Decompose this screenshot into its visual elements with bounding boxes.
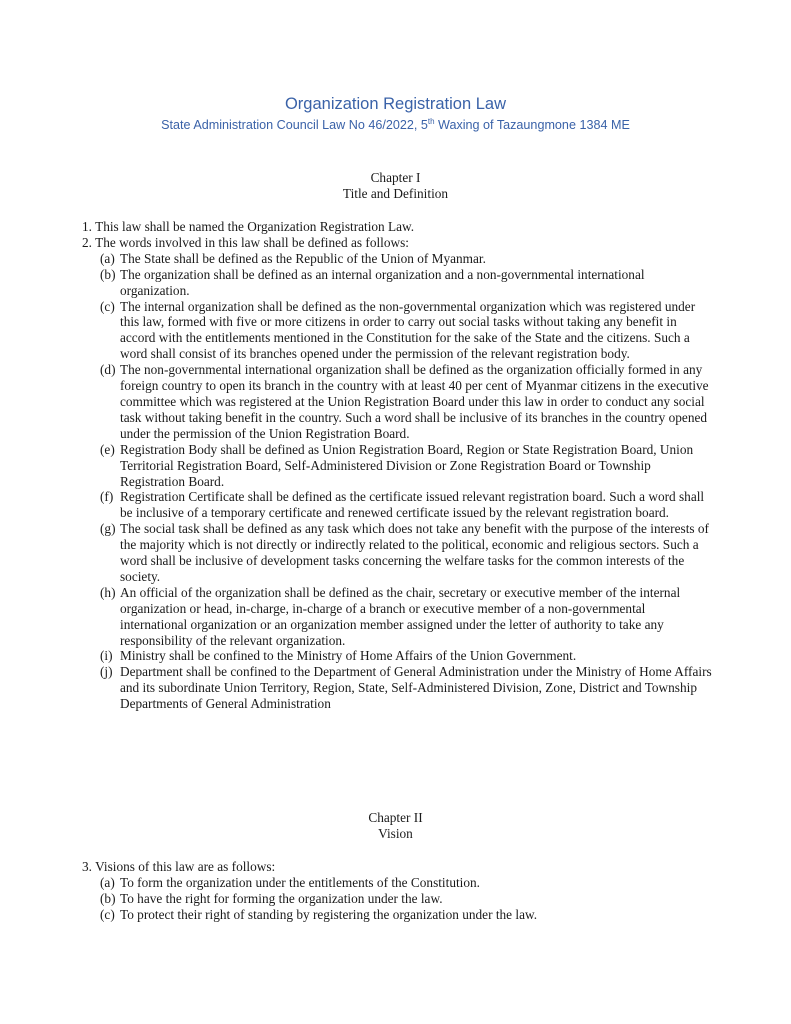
definition-item [82,251,712,267]
chapter-2-heading [0,810,791,842]
chapter-1-title: Chapter I [370,170,421,185]
definition-item [82,521,712,585]
subtitle-text-end: Waxing of Tazaungmone 1384 ME [434,118,630,132]
definition-label: (j) [100,664,113,680]
vision-label: (a) [100,874,115,890]
definition-item [82,299,712,363]
definition-label: (f) [100,489,114,505]
definition-item [82,648,712,664]
section-text: Visions of this law are as follows: [95,859,276,874]
subtitle-text: State Administration Council Law No 46/2022, 5 [161,118,428,132]
definition-text: Registration Certificate shall be defined as the certificate issued relevant registration board. Such a word shall be inclusive of a temporary certificate and renewed certificate issued by the relevant registration board. [120,489,705,521]
section-text: The words involved in this law shall be defined as follows: [95,234,409,250]
chapter-1-subtitle: Title and Definition [342,186,449,201]
definition-text: The State shall be defined as the Republic of the Union of Myanmar. [120,250,486,266]
definition-text: The social task shall be defined as any task which does not take any benefit with the purpose of the interests of the majority which is not directly or indirectly related to the political, economic and religious sectors. Such a word shall be inclusive of development tasks concerning the welfare tasks for the common interests of the society. [120,521,709,584]
definition-label: (a) [100,250,115,266]
document-title: Organization Registration Law [284,95,507,113]
chapter-2-title: Chapter II [368,810,423,825]
definition-label: (g) [100,521,116,537]
definition-label: (e) [100,441,115,457]
section-3 [82,859,712,875]
vision-label: (c) [100,906,115,922]
vision-text: To form the organization under the entitlements of the Constitution. [120,874,480,890]
chapter-1-body [82,219,712,712]
section-1 [82,219,712,235]
vision-text: To protect their right of standing by registering the organization under the law. [120,906,538,922]
vision-text: To have the right for forming the organization under the law. [120,890,443,906]
definition-text: Registration Body shall be defined as Union Registration Board, Region or State Registration Board, Union Territorial Registration Board, Self-Administered Division or Zone Registration Board or Township Registration Board. [120,441,694,489]
section-text: This law shall be named the Organization Registration Law. [95,219,415,234]
vision-item [82,875,712,891]
vision-item [82,907,712,923]
subtitle-ordinal-suffix: th [427,116,435,126]
definition-label: (b) [100,266,116,282]
definition-text: Department shall be confined to the Department of General Administration under the Ministry of Home Affairs and its subordinate Union Territory, Region, State, Self-Administered Division, Zone, District and Township Departments of General Administration [120,664,712,712]
definition-label: (d) [100,362,116,378]
section-2 [82,235,712,251]
chapter-2-body [82,859,712,923]
definition-item [82,664,712,712]
definition-item [82,585,712,649]
definition-text: The organization shall be defined as an internal organization and a non-governmental international organization. [120,266,645,298]
definition-label: (c) [100,298,115,314]
document-subtitle [0,117,791,133]
definition-text: Ministry shall be confined to the Ministry of Home Affairs of the Union Government. [120,648,577,664]
definition-item [82,489,712,521]
definition-item [82,442,712,490]
definition-item [82,362,712,442]
definition-text: The non-governmental international organization shall be defined as the organization officially formed in any foreign country to open its branch in the country with at least 40 per cent of Myanmar citizens in the executive committee which was registered at the Union Registration Board under this law in order to conduct any social task without taking benefit in the country. Such a word shall be inclusive of its branches in the country opened under the permission of the Union Registration Board. [120,362,709,441]
section-number: 3. [82,859,92,874]
section-number: 2. [82,234,92,250]
section-number: 1. [82,219,92,234]
chapter-1-heading [0,170,791,202]
vision-label: (b) [100,890,116,906]
definition-label: (i) [100,648,113,664]
vision-item [82,891,712,907]
chapter-2-subtitle: Vision [378,826,413,841]
definition-item [82,267,712,299]
definition-text: The internal organization shall be defined as the non-governmental organization which was registered under this law, formed with five or more citizens in order to carry out social tasks without taking any benefit in accord with the entitlements mentioned in the Constitution for the sake of the State and the citizens. Such a word shall consist of its branches opened under the permission of the relevant registration body. [120,298,696,362]
definition-label: (h) [100,584,116,600]
definition-text: An official of the organization shall be defined as the chair, secretary or executive member of the internal organization or head, in-charge, in-charge of a branch or executive member of a non-governmental international organization or an organization member assigned under the letter of authority to take any responsibility of the relevant organization. [120,584,681,648]
